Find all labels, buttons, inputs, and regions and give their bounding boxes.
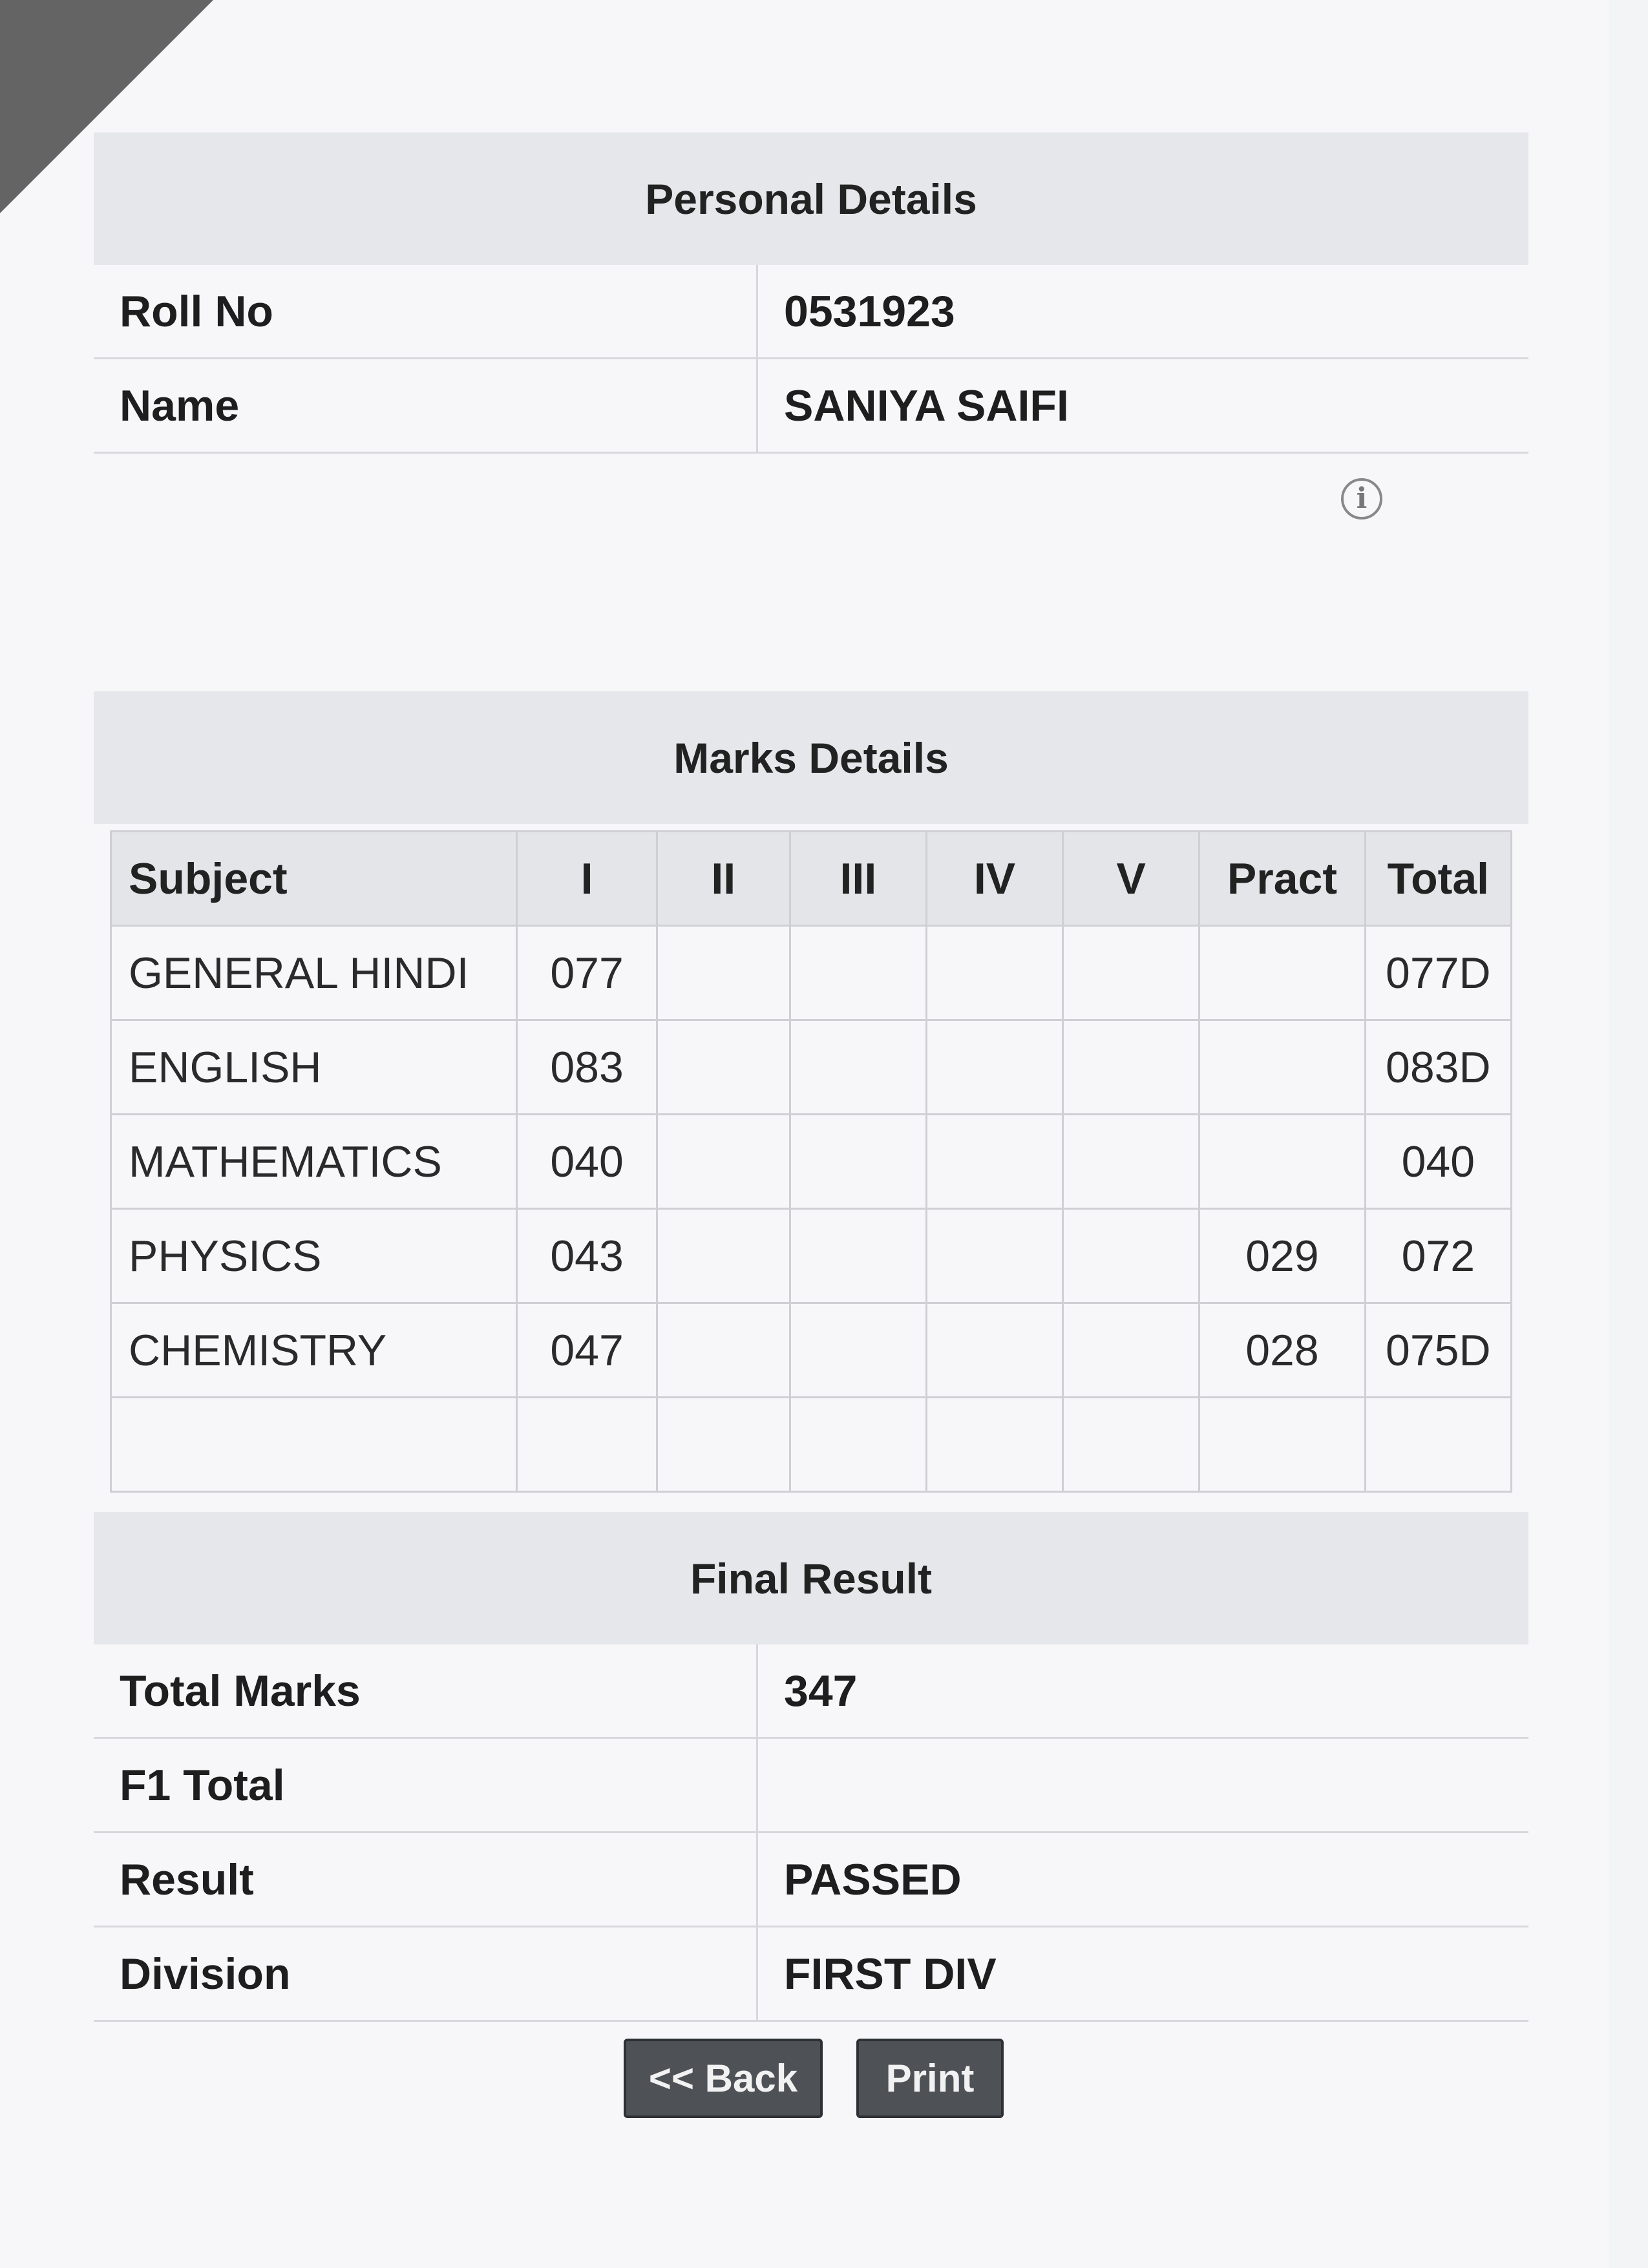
cell-pract: 028 <box>1199 1303 1365 1398</box>
info-icon[interactable]: i <box>1341 478 1382 520</box>
roll-no-value: 0531923 <box>757 265 1529 359</box>
cell-iii <box>790 926 926 1020</box>
action-buttons <box>0 2039 1609 2116</box>
marks-header-row <box>111 832 1512 926</box>
table-row <box>94 1927 1528 2021</box>
cell-ii <box>657 1115 790 1209</box>
table-row <box>111 1115 1512 1209</box>
cell-i <box>517 1398 657 1492</box>
col-header-subject: Subject <box>111 832 517 926</box>
cell-v <box>1063 1209 1199 1303</box>
division-value: FIRST DIV <box>757 1927 1529 2021</box>
division-label: Division <box>94 1927 757 2021</box>
cell-iv <box>926 1303 1062 1398</box>
table-row <box>111 1020 1512 1115</box>
cell-v <box>1063 1115 1199 1209</box>
marks-table <box>110 830 1512 1493</box>
f1-total-value <box>757 1738 1529 1832</box>
col-header-i: I <box>517 832 657 926</box>
table-row <box>94 359 1528 453</box>
col-header-ii: II <box>657 832 790 926</box>
cell-pract <box>1199 926 1365 1020</box>
cell-iii <box>790 1209 926 1303</box>
table-row <box>94 265 1528 359</box>
final-result-title: Final Result <box>94 1512 1528 1644</box>
col-header-iii: III <box>790 832 926 926</box>
cell-iii <box>790 1398 926 1492</box>
cell-total: 072 <box>1365 1209 1511 1303</box>
final-result-section <box>94 1512 1528 2022</box>
total-marks-value: 347 <box>757 1644 1529 1738</box>
col-header-iv: IV <box>926 832 1062 926</box>
cell-iv <box>926 1398 1062 1492</box>
cell-subject: GENERAL HINDI <box>111 926 517 1020</box>
marks-table-wrapper <box>110 830 1512 1493</box>
cell-iv <box>926 1020 1062 1115</box>
cell-pract <box>1199 1115 1365 1209</box>
cell-iii <box>790 1303 926 1398</box>
total-marks-label: Total Marks <box>94 1644 757 1738</box>
cell-pract <box>1199 1020 1365 1115</box>
cell-pract <box>1199 1398 1365 1492</box>
marks-details-title: Marks Details <box>94 691 1528 824</box>
table-row <box>111 1398 1512 1492</box>
col-header-v: V <box>1063 832 1199 926</box>
cell-iv <box>926 926 1062 1020</box>
final-result-table <box>94 1644 1528 2022</box>
col-header-pract: Pract <box>1199 832 1365 926</box>
cell-v <box>1063 1020 1199 1115</box>
name-value: SANIYA SAIFI <box>757 359 1529 453</box>
cell-i: 083 <box>517 1020 657 1115</box>
table-row <box>111 1209 1512 1303</box>
col-header-total: Total <box>1365 832 1511 926</box>
result-value: PASSED <box>757 1832 1529 1927</box>
cell-iii <box>790 1115 926 1209</box>
name-label: Name <box>94 359 757 453</box>
table-row <box>111 926 1512 1020</box>
personal-details-table <box>94 265 1528 454</box>
cell-i: 047 <box>517 1303 657 1398</box>
table-row <box>94 1738 1528 1832</box>
cell-total <box>1365 1398 1511 1492</box>
table-row <box>94 1832 1528 1927</box>
cell-ii <box>657 1020 790 1115</box>
cell-iv <box>926 1209 1062 1303</box>
print-button[interactable]: Print <box>856 2039 1004 2118</box>
cell-total: 083D <box>1365 1020 1511 1115</box>
back-button[interactable]: << Back <box>624 2039 823 2118</box>
cell-total: 077D <box>1365 926 1511 1020</box>
table-row <box>94 1644 1528 1738</box>
cell-subject: CHEMISTRY <box>111 1303 517 1398</box>
marks-details-section <box>94 691 1528 824</box>
roll-no-label: Roll No <box>94 265 757 359</box>
cell-v <box>1063 1303 1199 1398</box>
cell-iii <box>790 1020 926 1115</box>
cell-subject <box>111 1398 517 1492</box>
personal-details-title: Personal Details <box>94 132 1528 265</box>
cell-iv <box>926 1115 1062 1209</box>
cell-v <box>1063 926 1199 1020</box>
cell-total: 040 <box>1365 1115 1511 1209</box>
cell-v <box>1063 1398 1199 1492</box>
table-row <box>111 1303 1512 1398</box>
cell-ii <box>657 1303 790 1398</box>
cell-i: 077 <box>517 926 657 1020</box>
cell-total: 075D <box>1365 1303 1511 1398</box>
cell-pract: 029 <box>1199 1209 1365 1303</box>
f1-total-label: F1 Total <box>94 1738 757 1832</box>
cell-subject: MATHEMATICS <box>111 1115 517 1209</box>
cell-ii <box>657 1209 790 1303</box>
personal-details-section <box>94 132 1528 454</box>
cell-subject: ENGLISH <box>111 1020 517 1115</box>
cell-i: 043 <box>517 1209 657 1303</box>
cell-ii <box>657 1398 790 1492</box>
cell-subject: PHYSICS <box>111 1209 517 1303</box>
result-label: Result <box>94 1832 757 1927</box>
marks-table-body <box>111 926 1512 1492</box>
cell-ii <box>657 926 790 1020</box>
cell-i: 040 <box>517 1115 657 1209</box>
